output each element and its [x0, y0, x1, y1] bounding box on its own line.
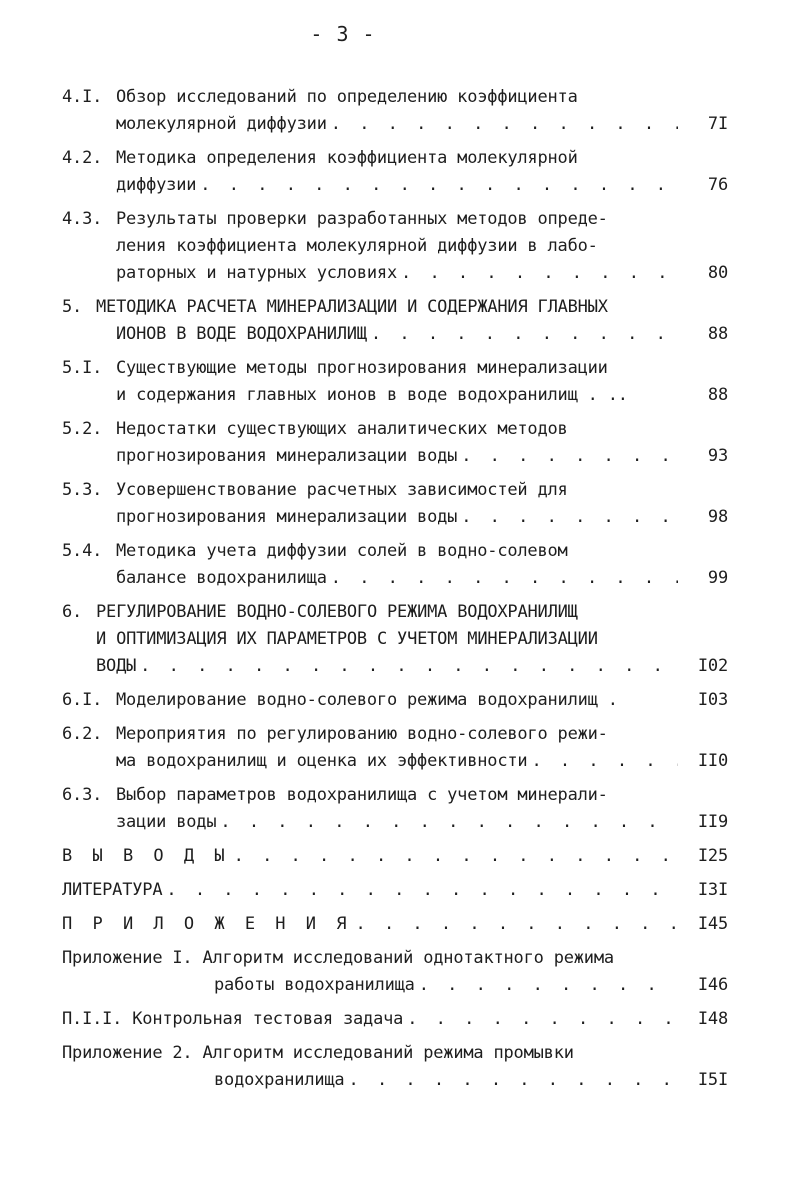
toc-entry-6-3[interactable]	[62, 782, 728, 836]
entry-page: I46	[697, 975, 728, 995]
toc-entry-4-3[interactable]	[62, 206, 728, 287]
dot-leader	[348, 1067, 678, 1094]
toc-entry-prilozheniya[interactable]	[62, 911, 728, 938]
entry-title-line: диффузии	[116, 175, 197, 195]
entry-title-line: водохранилища	[214, 1070, 345, 1090]
entry-title-line: Методика учета диффузии солей в водно-солевом	[116, 541, 568, 561]
entry-title-line: ВОДЫ	[96, 656, 137, 676]
table-of-contents	[62, 84, 728, 1094]
dot-leader	[220, 809, 678, 836]
dot-leader	[407, 1006, 678, 1033]
entry-page: 99	[707, 568, 728, 588]
entry-title-line: прогнозирования минерализации воды	[116, 507, 458, 527]
entry-title-line: Результаты проверки разработанных методов опреде-	[116, 209, 608, 229]
entry-title-line: Усовершенствование расчетных зависимостей для	[116, 480, 568, 500]
entry-number: 6.	[62, 602, 83, 622]
entry-title-line: Выбор параметров водохранилища с учетом минерали-	[116, 785, 608, 805]
toc-entry-4-2[interactable]	[62, 145, 728, 199]
toc-entry-6-1[interactable]	[62, 687, 728, 714]
entry-title-line: балансе водохранилища	[116, 568, 327, 588]
toc-entry-5-1[interactable]	[62, 355, 728, 409]
entry-title-line: Недостатки существующих аналитических методов	[116, 419, 568, 439]
entry-title-line: И ОПТИМИЗАЦИЯ ИХ ПАРАМЕТРОВ С УЧЕТОМ МИНЕРАЛИЗАЦИИ	[96, 629, 598, 649]
toc-entry-6[interactable]	[62, 599, 728, 680]
entry-title-line: МЕТОДИКА РАСЧЕТА МИНЕРАЛИЗАЦИИ И СОДЕРЖАНИЯ ГЛАВНЫХ	[96, 297, 608, 317]
entry-page: I25	[697, 846, 728, 866]
entry-page: I45	[697, 914, 728, 934]
entry-page: I03	[697, 690, 728, 710]
entry-page: 93	[707, 446, 728, 466]
toc-entry-literatura[interactable]	[62, 877, 728, 904]
entry-number: 5.	[62, 297, 83, 317]
toc-entry-6-2[interactable]	[62, 721, 728, 775]
toc-entry-appendix-2[interactable]	[62, 1040, 728, 1094]
dot-leader	[401, 260, 678, 287]
toc-entry-5-2[interactable]	[62, 416, 728, 470]
entry-number: 5.3.	[62, 480, 103, 500]
entry-title-line: РЕГУЛИРОВАНИЕ ВОДНО-СОЛЕВОГО РЕЖИМА ВОДОХРАНИЛИЩ	[96, 602, 578, 622]
entry-title-line: ма водохранилищ и оценка их эффективности	[116, 751, 528, 771]
entry-title-line: Обзор исследований по определению коэффициента	[116, 87, 578, 107]
entry-page: I3I	[697, 880, 728, 900]
toc-entry-5-3[interactable]	[62, 477, 728, 531]
entry-title-line: П.I.I. Контрольная тестовая задача	[62, 1009, 404, 1029]
dot-leader	[371, 321, 678, 348]
entry-title-line: Алгоритм исследований однотактного режима	[202, 948, 614, 968]
entry-title-line: Мероприятия по регулированию водно-солевого режи-	[116, 724, 608, 744]
entry-title-line: ИОНОВ В ВОДЕ ВОДОХРАНИЛИЩ	[116, 324, 367, 344]
dot-leader	[461, 504, 678, 531]
dot-leader	[166, 877, 678, 904]
toc-entry-vyvody[interactable]	[62, 843, 728, 870]
entry-title-line: молекулярной диффузии	[116, 114, 327, 134]
entry-page: 98	[707, 507, 728, 527]
entry-title-line: Моделирование водно-солевого режима водохранилищ .	[116, 690, 618, 710]
entry-title-line: П Р И Л О Ж Е Н И Я	[62, 914, 352, 934]
entry-number: 5.4.	[62, 541, 103, 561]
dot-leader	[234, 843, 678, 870]
entry-page: II0	[697, 751, 728, 771]
entry-page: 80	[707, 263, 728, 283]
dot-leader	[419, 972, 678, 999]
appendix-prefix: Приложение 2.	[62, 1043, 193, 1063]
dot-leader	[140, 653, 678, 680]
entry-number: 4.I.	[62, 87, 103, 107]
toc-entry-5[interactable]	[62, 294, 728, 348]
entry-number: 6.2.	[62, 724, 103, 744]
entry-page: I02	[697, 656, 728, 676]
entry-page: I5I	[697, 1070, 728, 1090]
dot-leader	[355, 911, 678, 938]
entry-page: 88	[707, 324, 728, 344]
entry-title-line: раторных и натурных условиях	[116, 263, 397, 283]
entry-title-line: зации воды	[116, 812, 217, 832]
entry-number: 5.I.	[62, 358, 103, 378]
entry-number: 4.3.	[62, 209, 103, 229]
entry-title-line: ЛИТЕРАТУРА	[62, 880, 163, 900]
entry-title-line: и содержания главных ионов в воде водохранилищ . ..	[116, 385, 628, 405]
entry-title-line: работы водохранилища	[214, 975, 415, 995]
dot-leader	[531, 748, 678, 775]
entry-number: 4.2.	[62, 148, 103, 168]
entry-page: 7I	[707, 114, 728, 134]
entry-number: 6.3.	[62, 785, 103, 805]
entry-page: 76	[707, 175, 728, 195]
entry-title-line: Алгоритм исследований режима промывки	[202, 1043, 574, 1063]
dot-leader	[200, 172, 678, 199]
toc-entry-p-1-1[interactable]	[62, 1006, 728, 1033]
entry-page: I48	[697, 1009, 728, 1029]
entry-number: 5.2.	[62, 419, 103, 439]
appendix-prefix: Приложение I.	[62, 948, 193, 968]
toc-entry-4-1[interactable]	[62, 84, 728, 138]
entry-page: 88	[707, 385, 728, 405]
entry-page: II9	[697, 812, 728, 832]
entry-title-line: В Ы В О Д Ы	[62, 846, 230, 866]
entry-title-line: прогнозирования минерализации воды	[116, 446, 458, 466]
entry-number: 6.I.	[62, 690, 103, 710]
page-number: - 3 -	[310, 22, 376, 46]
dot-leader	[331, 565, 678, 592]
entry-title-line: ления коэффициента молекулярной диффузии в лабо-	[116, 236, 598, 256]
entry-title-line: Существующие методы прогнозирования минерализации	[116, 358, 608, 378]
toc-entry-appendix-1[interactable]	[62, 945, 728, 999]
dot-leader	[461, 443, 678, 470]
dot-leader	[331, 111, 678, 138]
toc-entry-5-4[interactable]	[62, 538, 728, 592]
entry-title-line: Методика определения коэффициента молекулярной	[116, 148, 578, 168]
